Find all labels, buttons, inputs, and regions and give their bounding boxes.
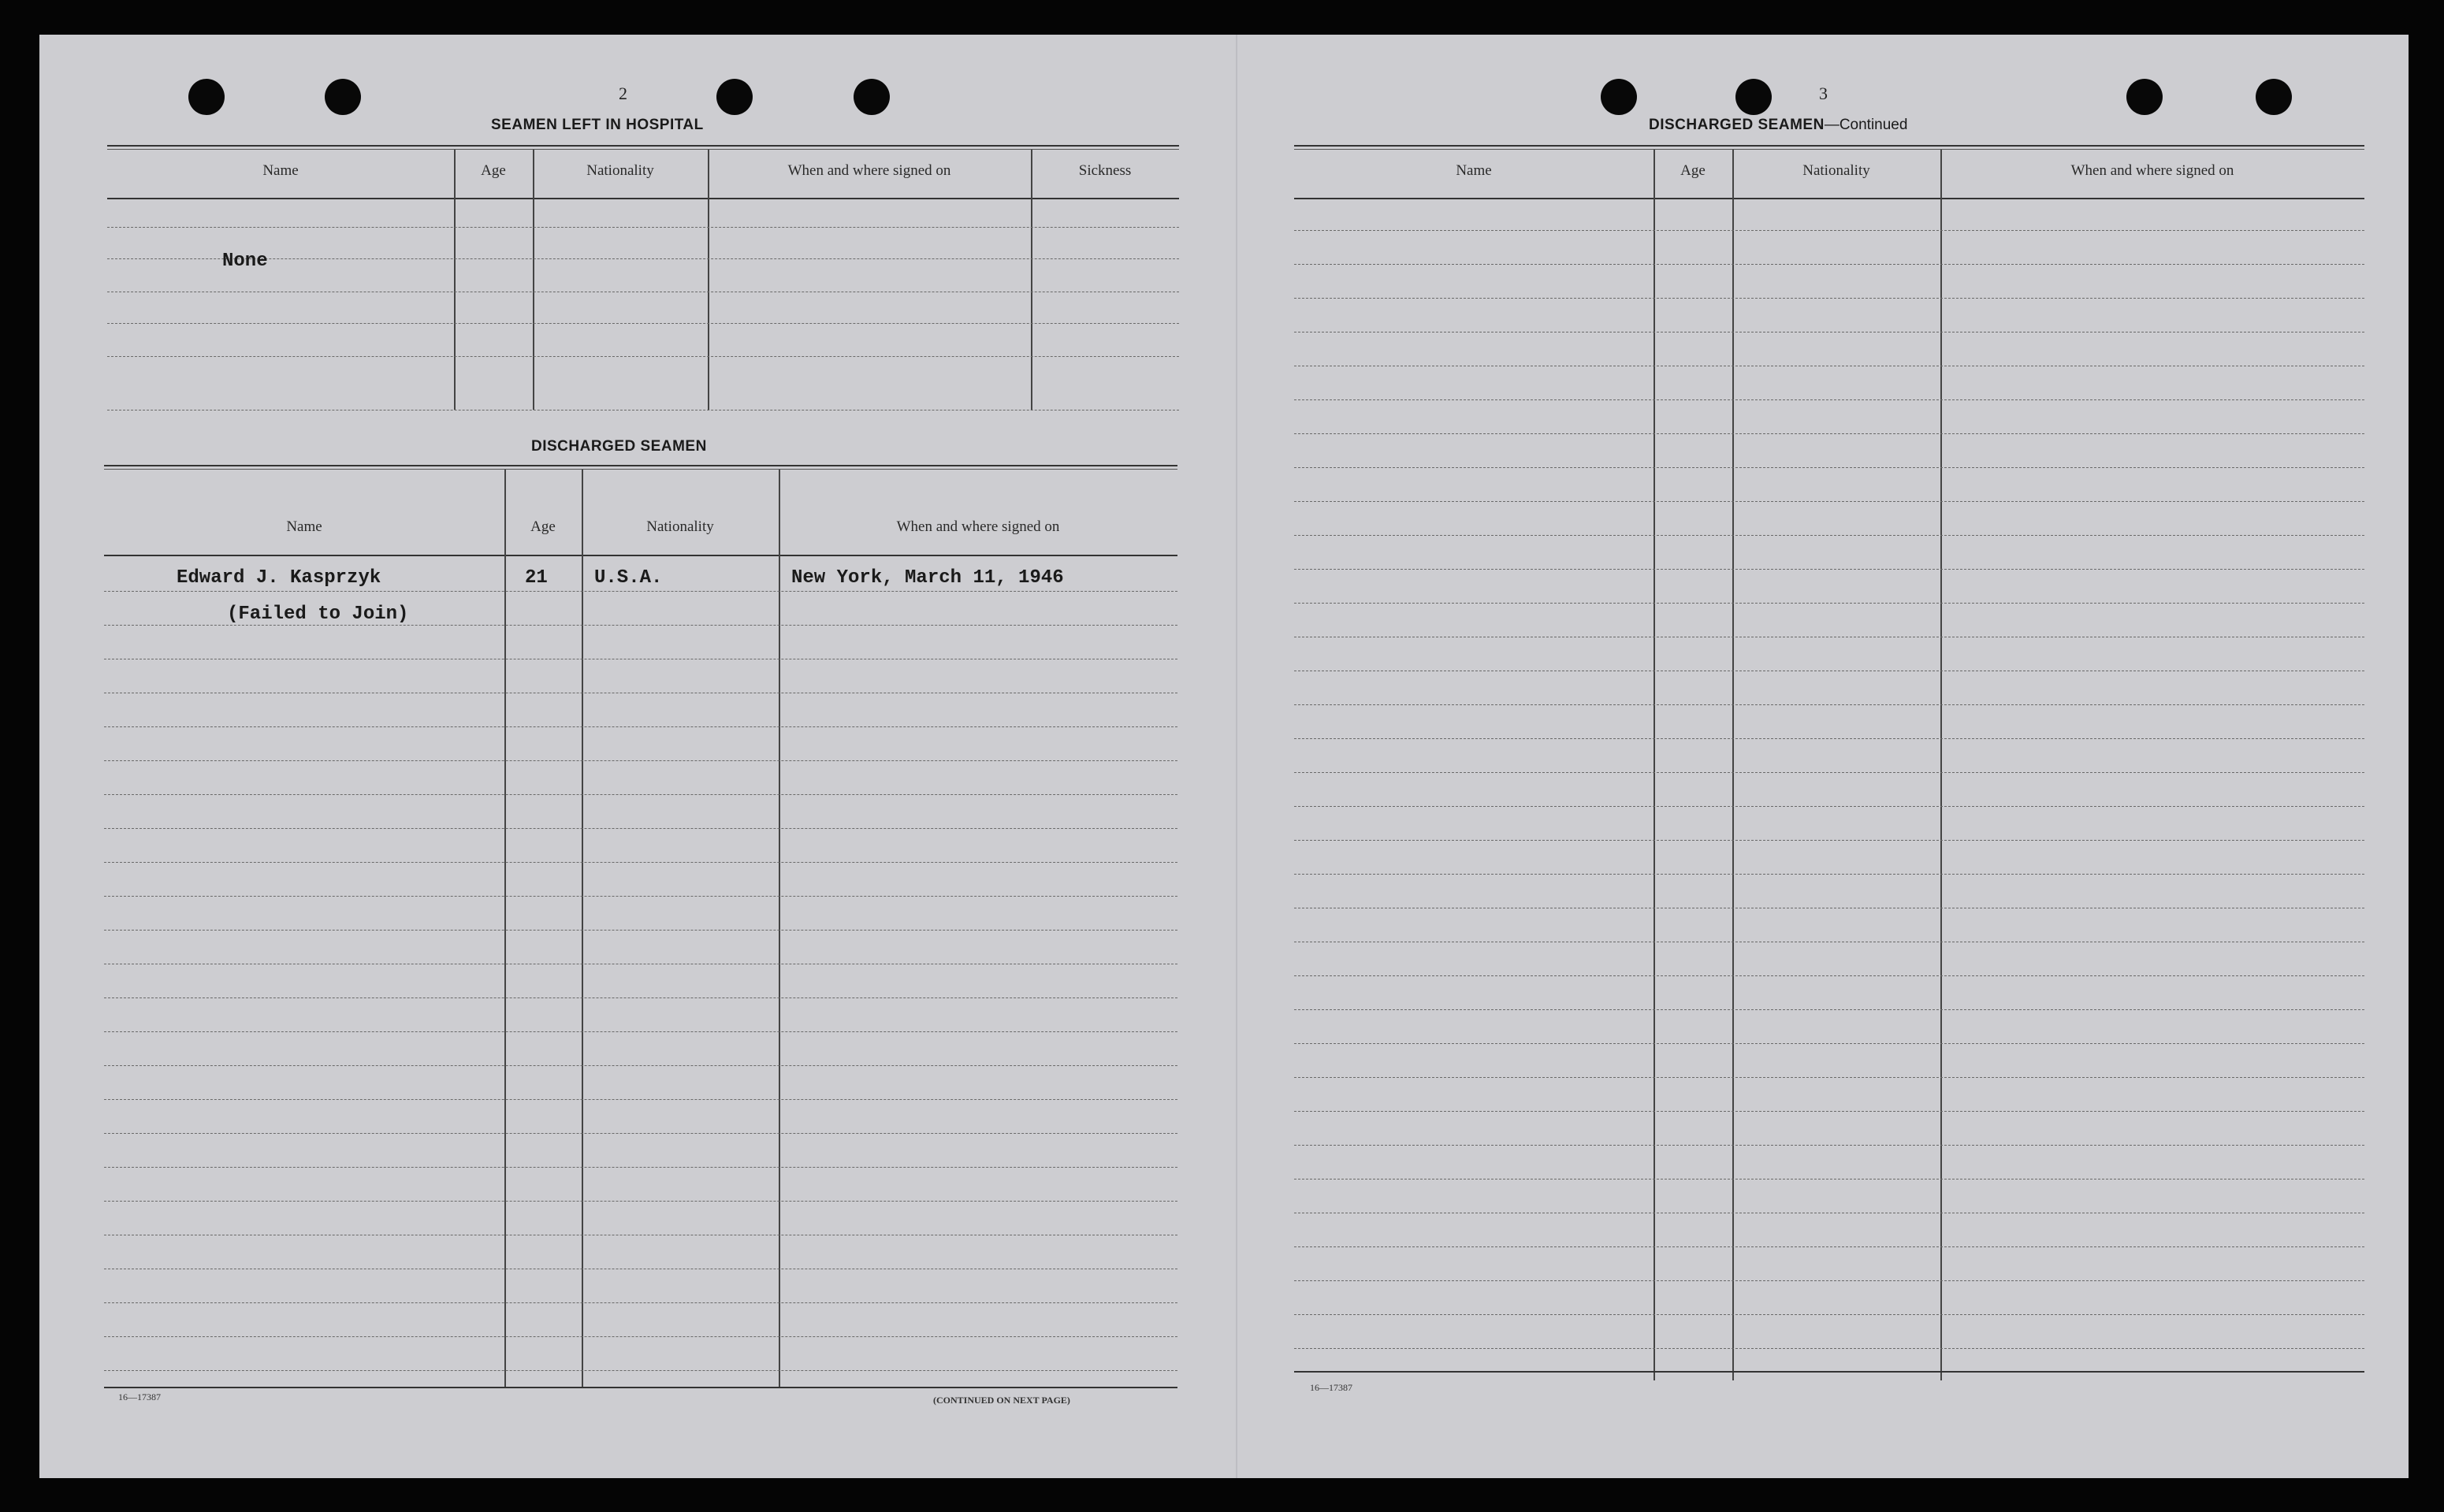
column-header-signed-on: When and where signed on (896, 518, 1060, 535)
seaman-signed-on: New York, March 11, 1946 (791, 567, 1064, 589)
column-header-age: Age (1680, 162, 1706, 179)
discharged-section-title: DISCHARGED SEAMEN (531, 438, 707, 455)
column-header-name: Name (262, 162, 299, 179)
column-header-nationality: Nationality (646, 518, 714, 535)
title-main: DISCHARGED SEAMEN (1649, 117, 1825, 133)
hospital-entry: None (222, 251, 268, 272)
column-header-nationality: Nationality (1802, 162, 1870, 179)
page-number: 2 (619, 84, 627, 103)
page-number: 3 (1819, 84, 1828, 103)
discharged-continued-table (1294, 145, 2364, 1374)
form-number: 16—17387 (1310, 1382, 1352, 1393)
punch-hole (325, 79, 361, 115)
column-header-sickness: Sickness (1078, 162, 1132, 179)
column-header-age: Age (530, 518, 556, 535)
seaman-name: Edward J. Kasprzyk (177, 567, 381, 589)
page-fold (1236, 35, 1237, 1478)
punch-hole (854, 79, 890, 115)
punch-hole (2256, 79, 2292, 115)
punch-hole (2126, 79, 2163, 115)
column-header-signed-on: When and where signed on (787, 162, 951, 179)
punch-hole (716, 79, 753, 115)
title-suffix: —Continued (1824, 117, 1908, 133)
column-header-signed-on: When and where signed on (2070, 162, 2234, 179)
document-sheet (39, 35, 2409, 1478)
punch-hole (1601, 79, 1637, 115)
column-header-name: Name (286, 518, 322, 535)
seaman-age: 21 (525, 567, 548, 589)
punch-hole (1735, 79, 1772, 115)
seaman-note: (Failed to Join) (227, 604, 409, 625)
form-number: 16—17387 (118, 1391, 161, 1402)
column-header-name: Name (1456, 162, 1492, 179)
column-header-age: Age (481, 162, 506, 179)
hospital-table (107, 145, 1179, 454)
punch-hole (188, 79, 225, 115)
discharged-continued-title (1649, 117, 1907, 134)
continued-note: (CONTINUED ON NEXT PAGE) (933, 1395, 1070, 1406)
hospital-section-title: SEAMEN LEFT IN HOSPITAL (491, 117, 704, 133)
discharged-table (104, 465, 1177, 1426)
seaman-nationality: U.S.A. (594, 567, 663, 589)
column-header-nationality: Nationality (586, 162, 654, 179)
